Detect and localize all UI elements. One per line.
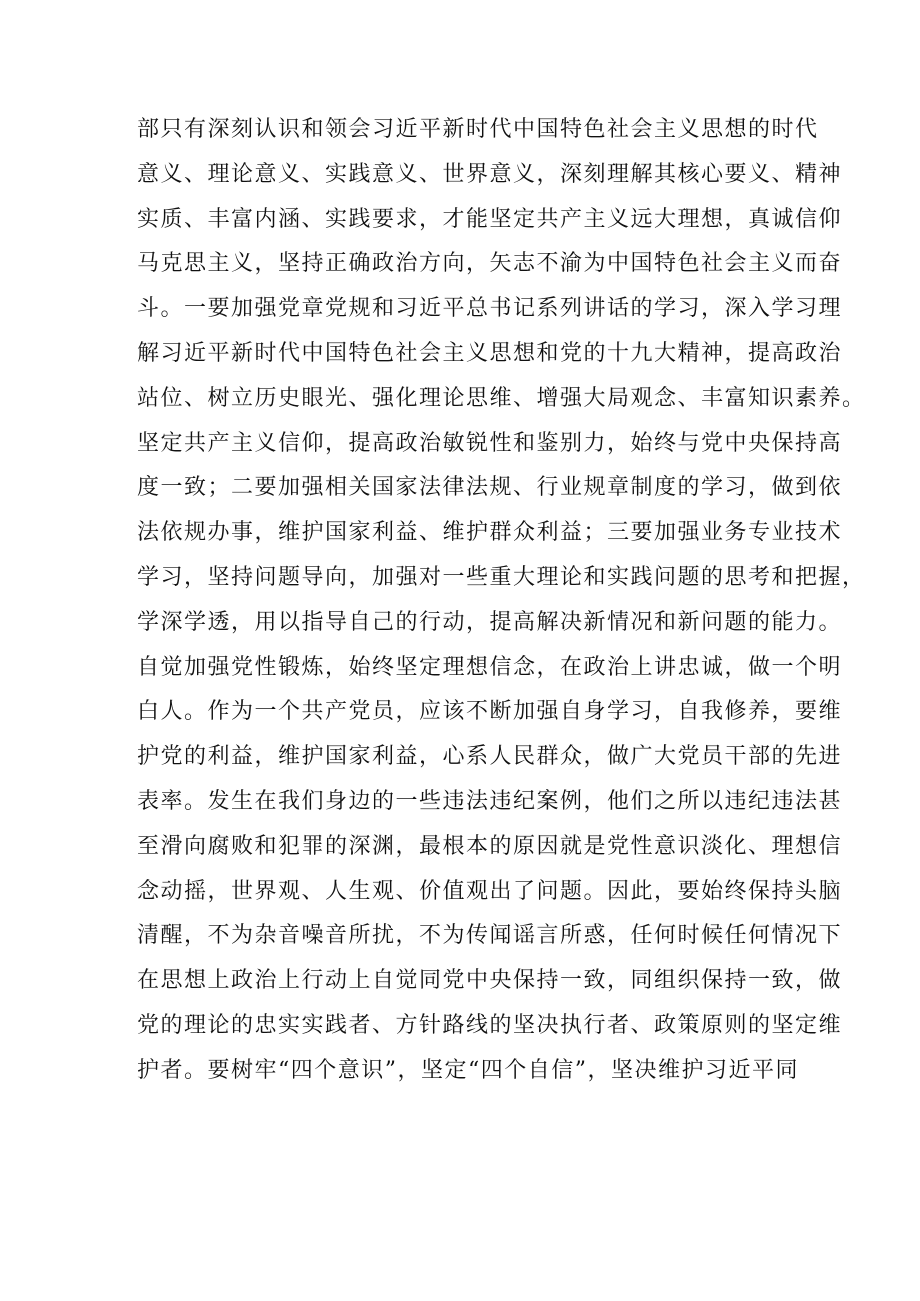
- text-line: 念动摇，世界观、人生观、价值观出了问题。因此，要始终保持头脑: [137, 878, 843, 904]
- text-line: 学深学透，用以指导自己的行动，提高解决新情况和新问题的能力。: [137, 609, 843, 635]
- text-line: 护者。要树牢“四个意识”，坚定“四个自信”，坚决维护习近平同: [137, 1057, 799, 1083]
- text-line: 实质、丰富内涵、实践要求，才能坚定共产主义远大理想，真诚信仰: [137, 206, 843, 232]
- text-line: 清醒，不为杂音噪音所扰，不为传闻谣言所惑，任何时候任何情况下: [137, 923, 843, 949]
- text-line: 站位、树立历史眼光、强化理论思维、增强大局观念、丰富知识素养。: [137, 385, 866, 411]
- text-line: 意义、理论意义、实践意义、世界意义，深刻理解其核心要义、精神: [137, 161, 843, 187]
- text-line: 在思想上政治上行动上自觉同党中央保持一致，同组织保持一致，做: [137, 968, 843, 994]
- text-line: 至滑向腐败和犯罪的深渊，最根本的原因就是党性意识淡化、理想信: [137, 833, 843, 859]
- text-line: 党的理论的忠实实践者、方针路线的坚决执行者、政策原则的坚定维: [137, 1012, 843, 1038]
- text-line: 部只有深刻认识和领会习近平新时代中国特色社会主义思想的时代: [137, 117, 819, 142]
- text-line: 马克思主义，坚持正确政治方向，矢志不渝为中国特色社会主义而奋: [137, 251, 843, 277]
- text-line: 护党的利益，维护国家利益，心系人民群众，做广大党员干部的先进: [137, 744, 843, 770]
- text-line: 解习近平新时代中国特色社会主义思想和党的十九大精神，提高政治: [137, 340, 843, 366]
- text-line: 法依规办事，维护国家利益、维护群众利益；三要加强业务专业技术: [137, 520, 843, 546]
- text-line: 自觉加强党性锻炼，始终坚定理想信念，在政治上讲忠诚，做一个明: [137, 654, 843, 680]
- body-text: [137, 108, 866, 1094]
- text-line: 坚定共产主义信仰，提高政治敏锐性和鉴别力，始终与党中央保持高: [137, 430, 843, 456]
- text-line: 白人。作为一个共产党员，应该不断加强自身学习，自我修养，要维: [137, 699, 843, 725]
- text-line: 表率。发生在我们身边的一些违法违纪案例，他们之所以违纪违法甚: [137, 788, 843, 814]
- text-line: 学习，坚持问题导向，加强对一些重大理论和实践问题的思考和把握，: [137, 564, 866, 590]
- text-line: 斗。一要加强党章党规和习近平总书记系列讲话的学习，深入学习理: [137, 296, 843, 322]
- text-line: 度一致；二要加强相关国家法律法规、行业规章制度的学习，做到依: [137, 475, 843, 501]
